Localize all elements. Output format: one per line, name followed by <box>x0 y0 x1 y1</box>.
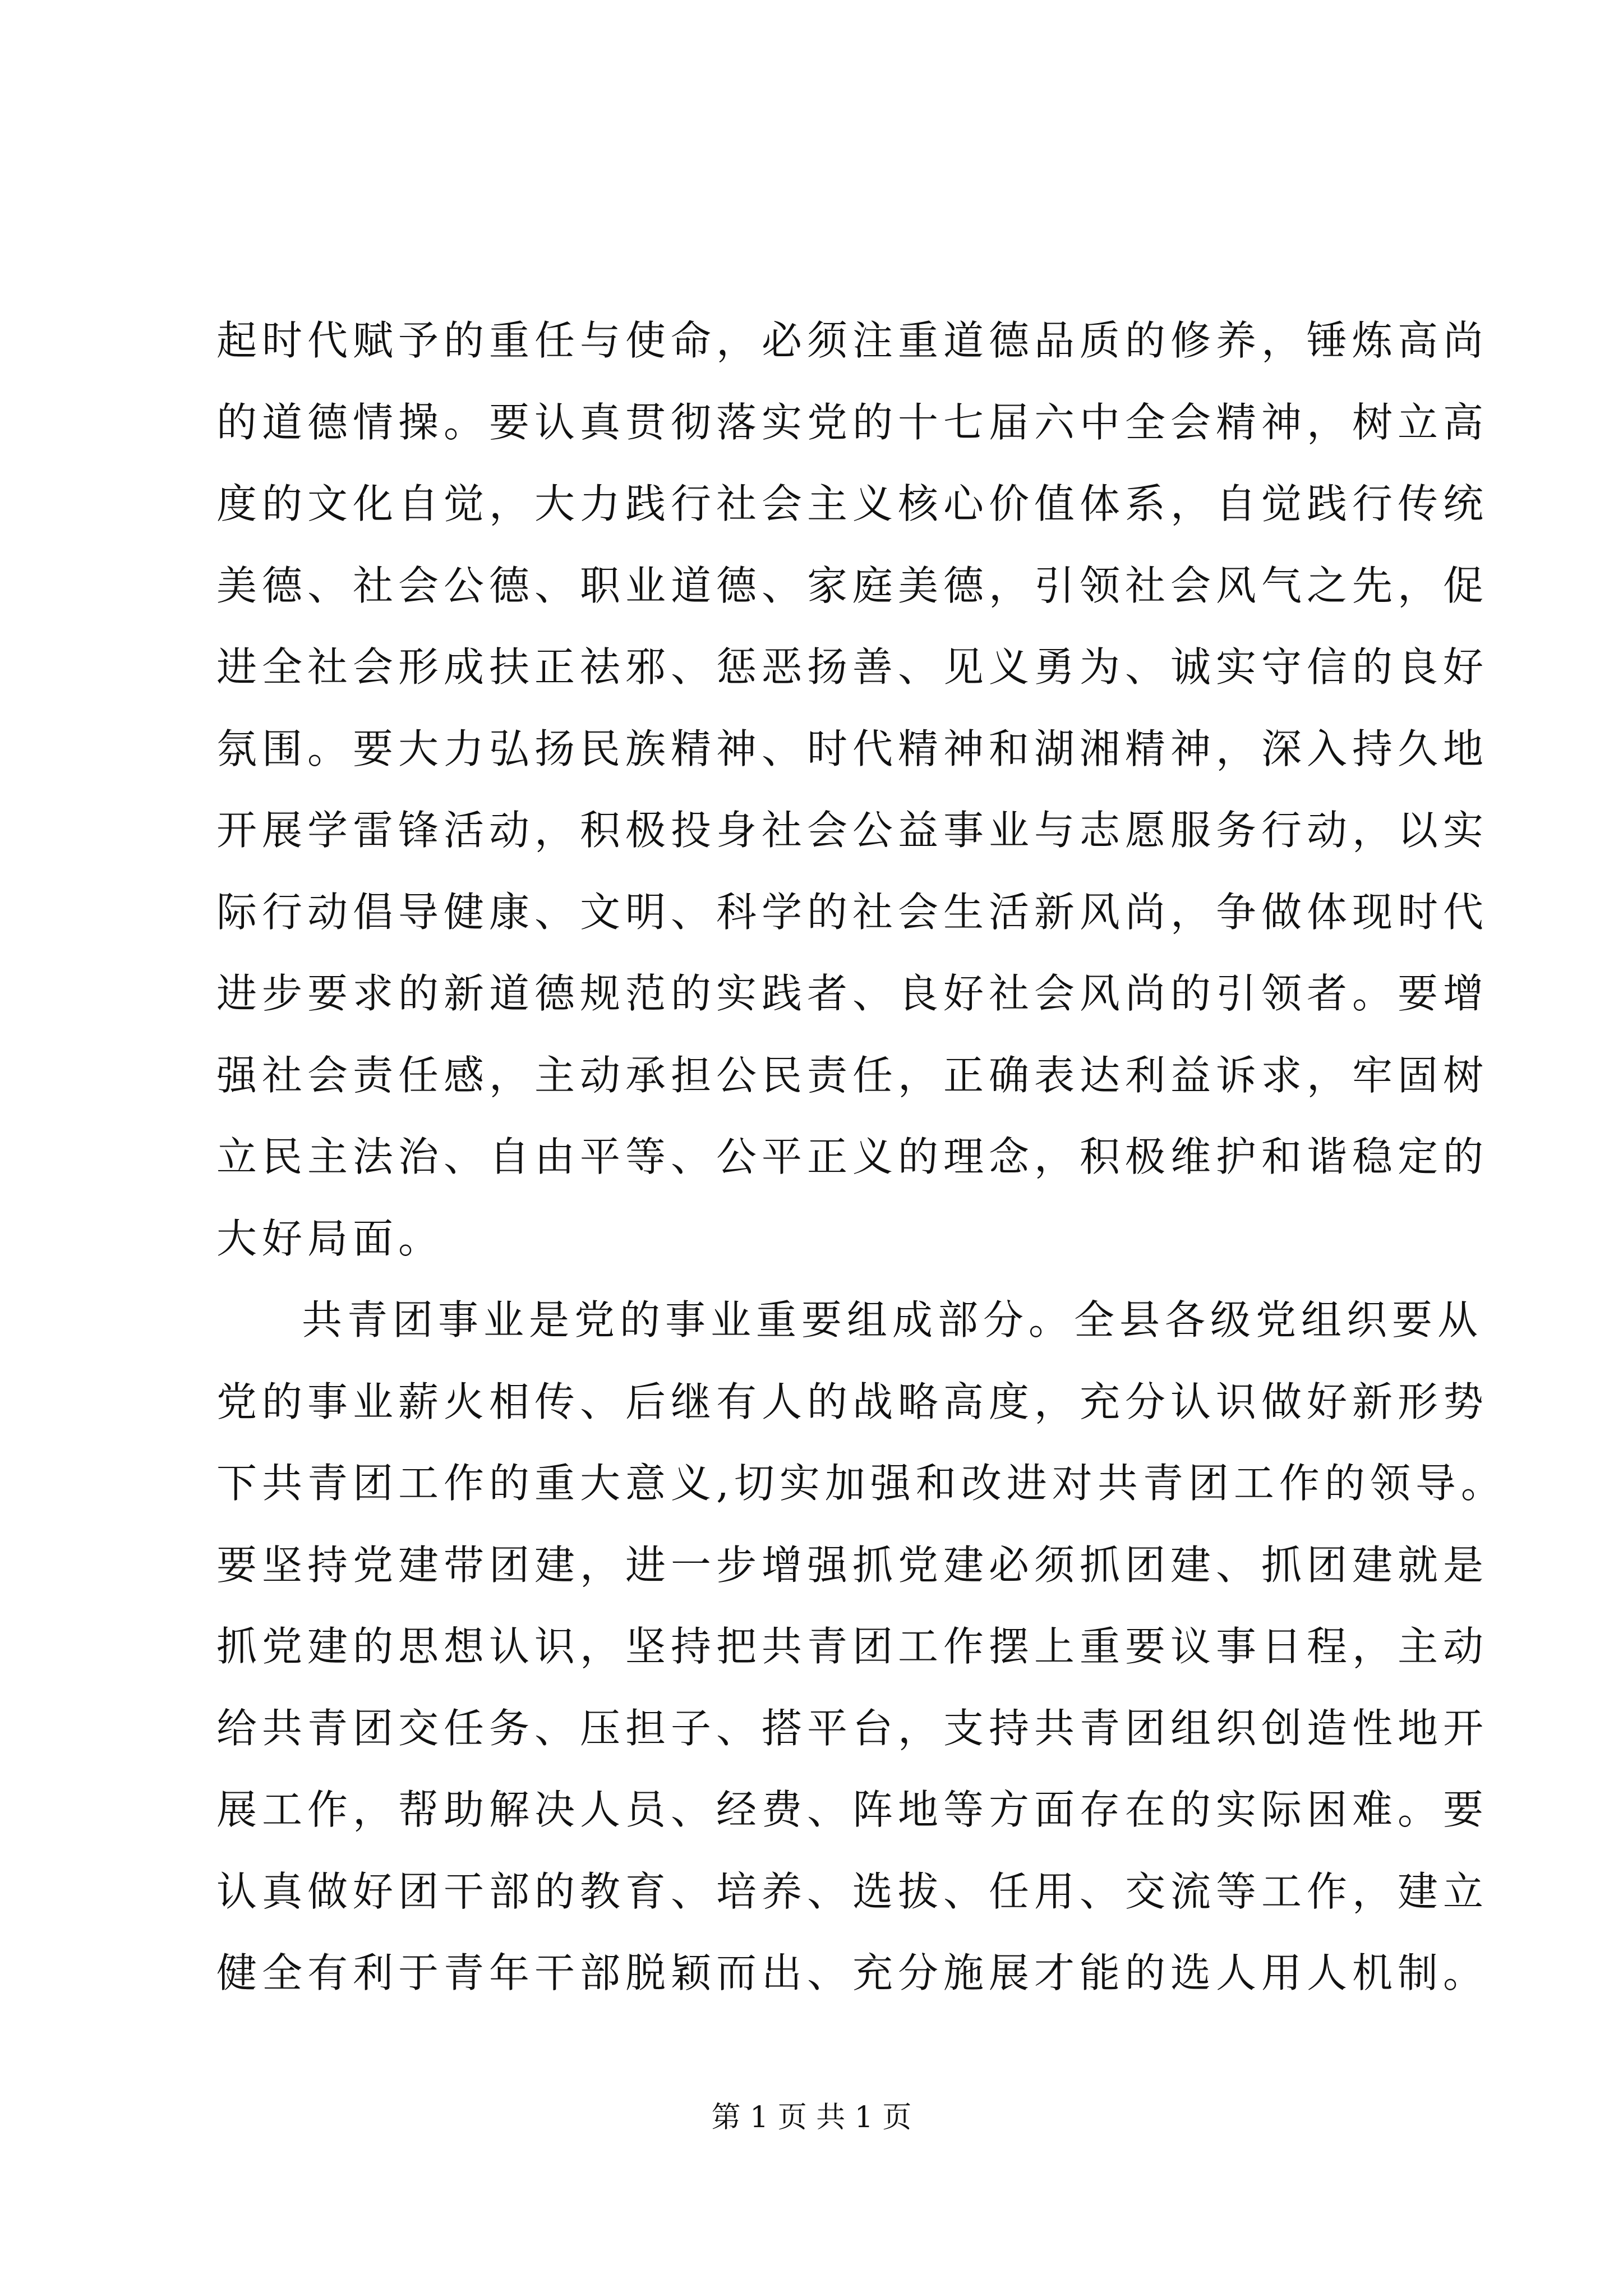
paragraph-1-line-3: 度的文化自觉，大力践行社会主义核心价值体系，自觉践行传统 <box>216 480 1489 527</box>
paragraph-1-line-12: 大好局面。 <box>216 1214 444 1262</box>
document-body <box>216 300 1506 2014</box>
paragraph-2-line-8: 认真做好团干部的教育、培养、选拔、任用、交流等工作，建立 <box>216 1867 1489 1915</box>
paragraph-1-line-7: 开展学雷锋活动，积极投身社会公益事业与志愿服务行动，以实 <box>216 807 1489 854</box>
paragraph-2-line-5: 抓党建的思想认识，坚持把共青团工作摆上重要议事日程，主动 <box>216 1623 1489 1670</box>
page-number-footer: 第 1 页 共 1 页 <box>711 2101 912 2134</box>
paragraph-1-line-4: 美德、社会公德、职业道德、家庭美德，引领社会风气之先，促 <box>216 562 1489 609</box>
paragraph-1-line-2: 的道德情操。要认真贯彻落实党的十七届六中全会精神，树立高 <box>216 398 1489 446</box>
paragraph-1-line-1: 起时代赋予的重任与使命，必须注重道德品质的修养，锤炼高尚 <box>216 317 1489 364</box>
paragraph-2-line-1: 共青团事业是党的事业重要组成部分。全县各级党组织要从 <box>302 1296 1483 1343</box>
paragraph-1-line-8: 际行动倡导健康、文明、科学的社会生活新风尚，争做体现时代 <box>216 888 1489 936</box>
paragraph-2-line-3: 下共青团工作的重大意义,切实加强和改进对共青团工作的领导。 <box>216 1460 1506 1507</box>
paragraph-1-line-6: 氛围。要大力弘扬民族精神、时代精神和湖湘精神，深入持久地 <box>216 725 1489 772</box>
paragraph-2-line-7: 展工作，帮助解决人员、经费、阵地等方面存在的实际困难。要 <box>216 1786 1489 1833</box>
paragraph-2-line-9: 健全有利于青年干部脱颖而出、充分施展才能的选人用人机制。 <box>216 1949 1489 1996</box>
paragraph-1-line-5: 进全社会形成扶正祛邪、惩恶扬善、见义勇为、诚实守信的良好 <box>216 643 1489 691</box>
paragraph-2-line-4: 要坚持党建带团建，进一步增强抓党建必须抓团建、抓团建就是 <box>216 1541 1489 1589</box>
paragraph-2-line-2: 党的事业薪火相传、后继有人的战略高度，充分认识做好新形势 <box>216 1378 1489 1425</box>
paragraph-1-line-10: 强社会责任感，主动承担公民责任，正确表达利益诉求，牢固树 <box>216 1051 1489 1099</box>
paragraph-2-line-6: 给共青团交任务、压担子、搭平台，支持共青团组织创造性地开 <box>216 1704 1489 1752</box>
paragraph-1-line-11: 立民主法治、自由平等、公平正义的理念，积极维护和谐稳定的 <box>216 1133 1489 1180</box>
paragraph-1-line-9: 进步要求的新道德规范的实践者、良好社会风尚的引领者。要增 <box>216 970 1489 1017</box>
